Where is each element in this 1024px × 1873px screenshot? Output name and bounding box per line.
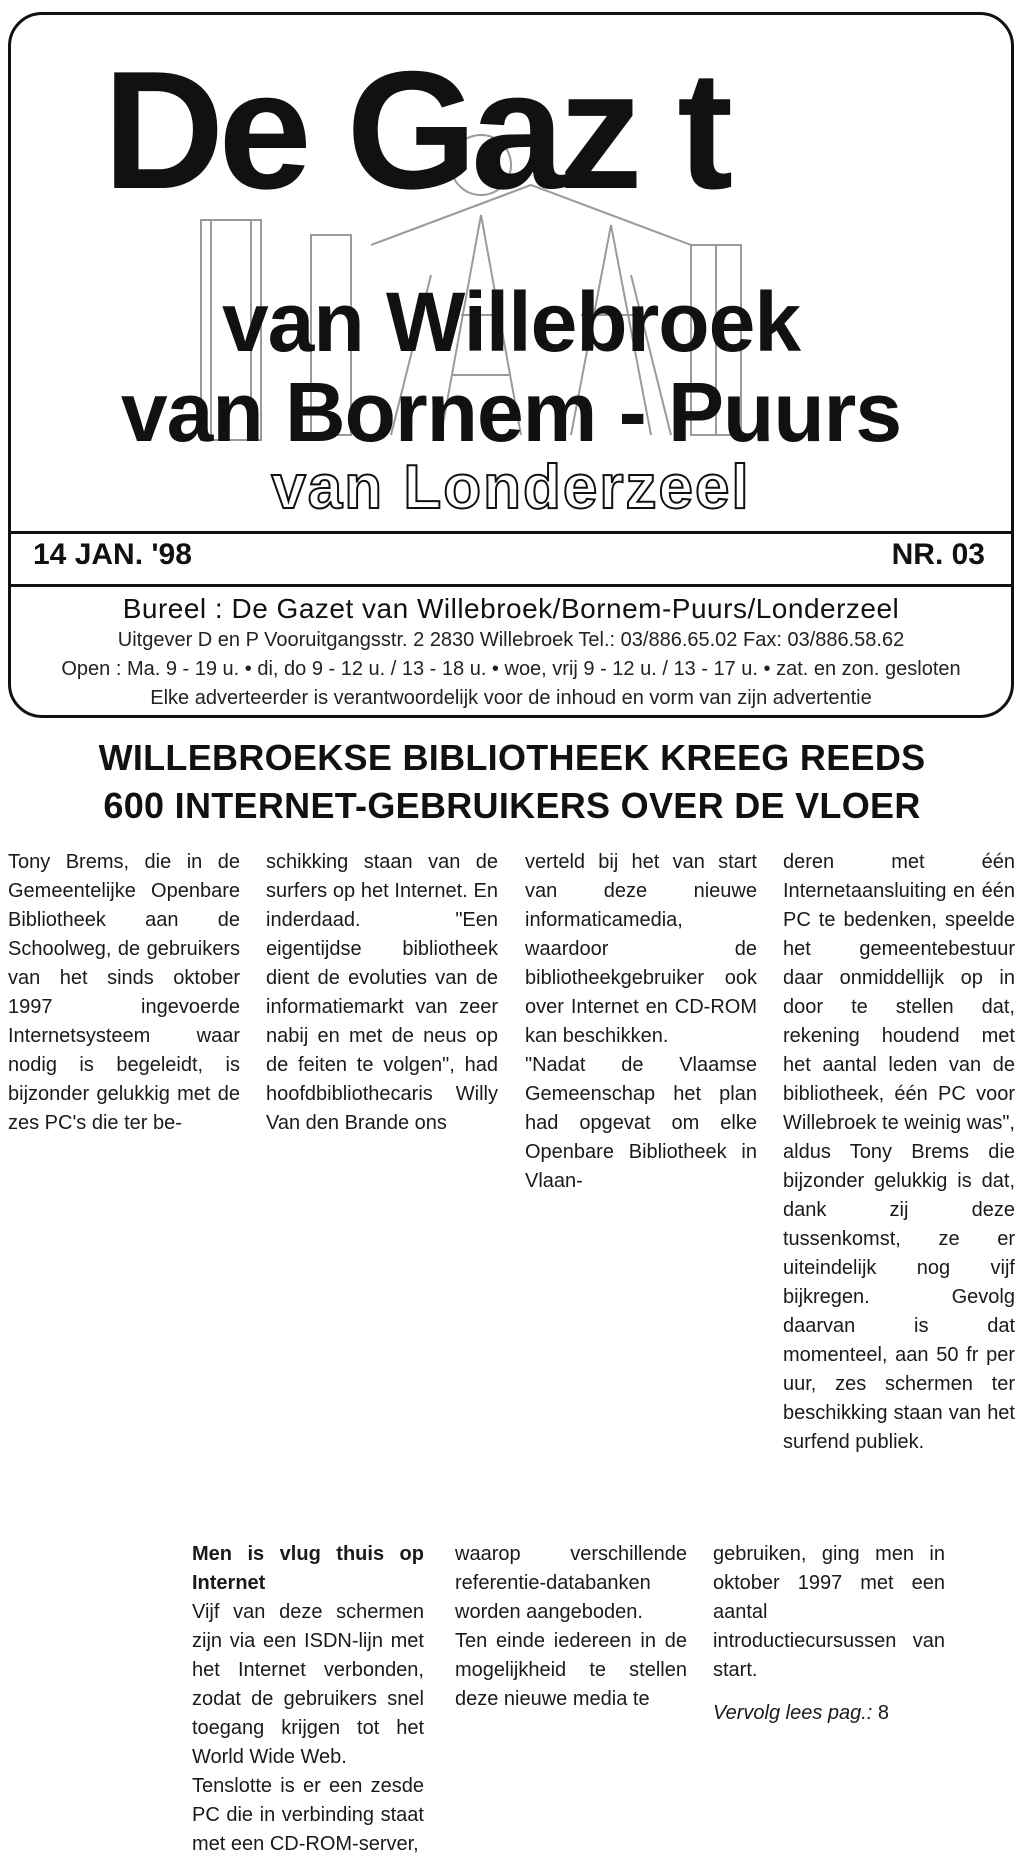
logo-subtitle-bornem-puurs: van Bornem - Puurs: [120, 365, 902, 459]
article-column-7: [713, 1540, 945, 1728]
office-address: Uitgever D en P Vooruitgangsstr. 2 2830 Willebroek Tel.: 03/886.65.02 Fax: 03/886.58.62: [117, 629, 905, 651]
masthead: [8, 12, 1014, 718]
continued-label: Vervolg lees pag.:: [713, 1702, 873, 1724]
logo-subtitle-londerzeel: van Londerzeel: [271, 453, 751, 522]
article-paragraph: Ten einde iedereen in de mogelijkheid te stellen deze nieuwe media te: [455, 1630, 687, 1710]
article-paragraph: Tony Brems, die in de Gemeentelijke Openbare Bibliotheek aan de Schoolweg, de gebruikers van het sinds oktober 1997 ingevoerde Internetsysteem waar nodig is begeleidt, is bijzonder gelukkig met de zes PC's die ter be-: [8, 851, 240, 1134]
article-paragraph: deren met één Internetaansluiting en één PC te bedenken, speelde het gemeentebestuur daar onmiddellijk op in door te stellen dat, rekening houdend met het aantal leden van de bibliotheek, één PC voor Willebroek te weinig was", aldus Tony Brems die bijzonder gelukkig is dat, dank zij deze tussenkomst, ze er uiteindelijk nog vijf bijkregen. Gevolg daarvan is dat momenteel, aan 50 fr per uur, zes schermen ter beschikking staan van het surfend publiek.: [783, 851, 1015, 1453]
article-paragraph: verteld bij het van start van deze nieuwe informaticamedia, waardoor de bibliotheekgebruiker ook over Internet en CD-ROM kan beschikken.: [525, 851, 757, 1047]
continued-notice: [713, 1699, 945, 1728]
article-column-1: [8, 848, 240, 1138]
article-column-3: [525, 848, 757, 1196]
article-paragraph: Vijf van deze schermen zijn via een ISDN-lijn met het Internet verbonden, zodat de gebruikers snel toegang krijgen tot het World Wide Web.: [192, 1601, 424, 1768]
headline-line: 600 INTERNET-GEBRUIKERS OVER DE VLOER: [103, 785, 921, 826]
office-title: Bureel : De Gazet van Willebroek/Bornem-Puurs/Londerzeel: [122, 593, 900, 624]
article-column-2: [266, 848, 498, 1138]
article-paragraph: schikking staan van de surfers op het Internet. En inderdaad. "Een eigentijdse bibliotheek dient de evoluties van de informatiemarkt van zeer nabij en met de neus op de feiten te volgen", had hoofdbibliothecaris Willy Van den Brande ons: [266, 851, 498, 1134]
article-column-4: [783, 848, 1015, 1457]
article-paragraph: gebruiken, ging men in oktober 1997 met een aantal introductiecursussen van start.: [713, 1543, 945, 1681]
article-paragraph: Tenslotte is er een zesde PC die in verbinding staat met een CD-ROM-server,: [192, 1775, 424, 1855]
logo-title: De Gaz t: [103, 36, 728, 224]
office-hours: Open : Ma. 9 - 19 u. • di, do 9 - 12 u. / 13 - 18 u. • woe, vrij 9 - 12 u. / 13 - 17 u. • zat. en zon. gesloten: [61, 658, 961, 680]
advertiser-disclaimer: Elke adverteerder is verantwoordelijk voor de inhoud en vorm van zijn advertentie: [150, 687, 872, 709]
logo-subtitle-willebroek: van Willebroek: [221, 275, 801, 369]
continued-page-number: 8: [877, 1702, 890, 1724]
article-paragraph: "Nadat de Vlaamse Gemeenschap het plan had opgevat om elke Openbare Bibliotheek in Vlaan-: [525, 1054, 757, 1192]
article-subheading: Men is vlug thuis op Internet: [192, 1543, 424, 1594]
issue-number: NR. 03: [891, 538, 985, 571]
issue-date: 14 JAN. '98: [33, 538, 192, 571]
article-headline: [0, 734, 1024, 830]
article-column-6: [455, 1540, 687, 1714]
date-bar: [11, 531, 1011, 587]
headline-line: WILLEBROEKSE BIBLIOTHEEK KREEG REEDS: [98, 737, 926, 778]
article-column-5: [192, 1540, 424, 1859]
article-paragraph: waarop verschillende referentie-databanken worden aangeboden.: [455, 1543, 687, 1623]
